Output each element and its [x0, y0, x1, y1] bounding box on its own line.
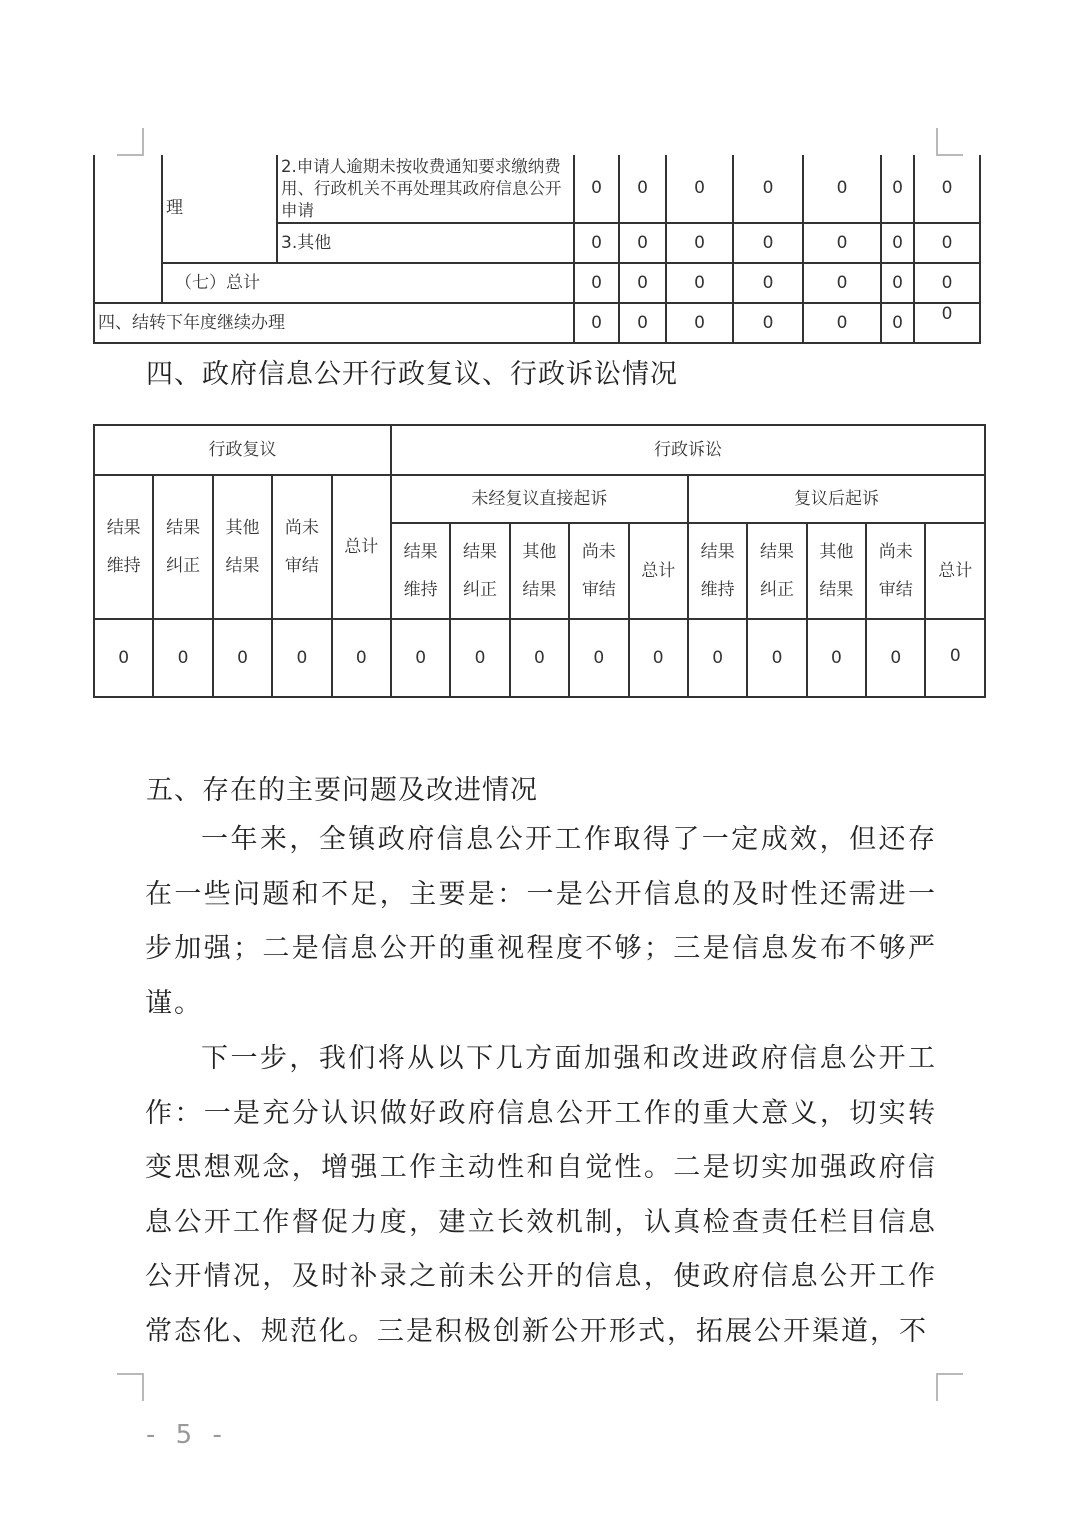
value-cell: 0 [94, 619, 153, 697]
value-cell: 0 [666, 263, 733, 303]
value-cell: 0 [914, 155, 980, 223]
value-cell: 0 [733, 223, 803, 263]
crop-mark-top-right-v [936, 128, 938, 156]
crop-mark-bottom-left-v [142, 1373, 144, 1401]
col-header-cell: 其他 结果 [807, 523, 866, 619]
value-cell: 0 [574, 223, 619, 263]
value-cell: 0 [747, 619, 806, 697]
value-cell: 0 [803, 223, 881, 263]
body-paragraph-1: 一年来，全镇政府信息公开工作取得了一定成效，但还存在一些问题和不足，主要是：一是公开信息的及时性还需进一步加强；二是信息公开的重视程度不够；三是信息发布不够严谨。 [145, 824, 937, 1019]
value-cell: 0 [391, 619, 450, 697]
section-4-heading: 四、政府信息公开行政复议、行政诉讼情况 [146, 359, 678, 390]
col-header-cell: 尚未 审结 [569, 523, 628, 619]
value-cell: 0 [629, 619, 688, 697]
direct-suit-header: 未经复议直接起诉 [391, 475, 688, 523]
application-handling-table [93, 155, 981, 344]
value-cell: 0 [666, 223, 733, 263]
value-cell: 0 [450, 619, 509, 697]
value-cell: 0 [619, 155, 666, 223]
value-cell: 0 [733, 263, 803, 303]
value-cell: 0 [574, 303, 619, 343]
admin-litigation-header: 行政诉讼 [391, 425, 985, 475]
review-litigation-table [93, 424, 986, 698]
value-cell: 0 [881, 263, 914, 303]
col-header-total: 总计 [629, 523, 688, 619]
col-header-cell: 尚未 审结 [866, 523, 925, 619]
value-cell: 0 [914, 223, 980, 263]
col-header-cell: 尚未 审结 [272, 475, 331, 619]
col-header-cell: 其他 结果 [510, 523, 569, 619]
value-cell: 0 [803, 303, 881, 343]
value-cell: 0 [914, 303, 980, 343]
value-cell: 0 [619, 303, 666, 343]
crop-mark-bottom-left-h [117, 1373, 144, 1375]
crop-mark-bottom-right-v [936, 1373, 938, 1401]
col-header-cell: 结果 纠正 [747, 523, 806, 619]
admin-review-header: 行政复议 [94, 425, 391, 475]
value-cell: 0 [332, 619, 391, 697]
value-cell: 0 [619, 263, 666, 303]
col-header-cell: 结果 维持 [391, 523, 450, 619]
value-cell: 0 [666, 155, 733, 223]
value-cell: 0 [881, 303, 914, 343]
col-header-cell: 其他 结果 [213, 475, 272, 619]
value-cell: 0 [914, 263, 980, 303]
carryover-label-cell: 四、结转下年度继续办理 [94, 303, 574, 343]
body-paragraph-2: 下一步，我们将从以下几方面加强和改进政府信息公开工作：一是充分认识做好政府信息公开工作的重大意义，切实转变思想观念，增强工作主动性和自觉性。二是切实加强政府信息公开工作督促力度，建立长效机制，认真检查责任栏目信息公开情况，及时补录之前未公开的信息，使政府信息公开工作常态化、规范化。三是积极创新公开形式，拓展公开渠道，不 [145, 1043, 937, 1347]
value-cell: 0 [619, 223, 666, 263]
value-cell: 0 [803, 263, 881, 303]
col-header-cell: 结果 维持 [94, 475, 153, 619]
page-number: - 5 - [146, 1420, 228, 1450]
value-cell: 0 [733, 303, 803, 343]
total-label-cell: （七）总计 [162, 263, 574, 303]
value-cell: 0 [574, 155, 619, 223]
value-cell: 0 [733, 155, 803, 223]
value-cell: 0 [925, 619, 985, 697]
value-cell: 0 [213, 619, 272, 697]
value-cell: 0 [881, 223, 914, 263]
value-cell: 0 [807, 619, 866, 697]
value-cell: 0 [666, 303, 733, 343]
value-cell: 0 [569, 619, 628, 697]
value-cell: 0 [272, 619, 331, 697]
crop-mark-top-left-v [142, 128, 144, 156]
category-label-cell: 理 [162, 155, 277, 263]
after-review-suit-header: 复议后起诉 [688, 475, 985, 523]
value-cell: 0 [688, 619, 747, 697]
value-cell: 0 [574, 263, 619, 303]
value-cell: 0 [881, 155, 914, 223]
col-header-cell: 结果 纠正 [450, 523, 509, 619]
col-header-cell: 结果 纠正 [153, 475, 212, 619]
crop-mark-bottom-right-h [936, 1373, 963, 1375]
item-cell: 3.其他 [277, 223, 574, 263]
section-5-heading: 五、存在的主要问题及改进情况 [146, 775, 538, 806]
col-header-cell: 结果 维持 [688, 523, 747, 619]
value-cell: 0 [153, 619, 212, 697]
value-cell: 0 [803, 155, 881, 223]
item-cell: 2.申请人逾期未按收费通知要求缴纳费用、行政机关不再处理其政府信息公开申请 [277, 155, 574, 223]
value-cell: 0 [866, 619, 925, 697]
col-header-total: 总计 [332, 475, 391, 619]
col-header-total: 总计 [925, 523, 985, 619]
value-cell: 0 [510, 619, 569, 697]
